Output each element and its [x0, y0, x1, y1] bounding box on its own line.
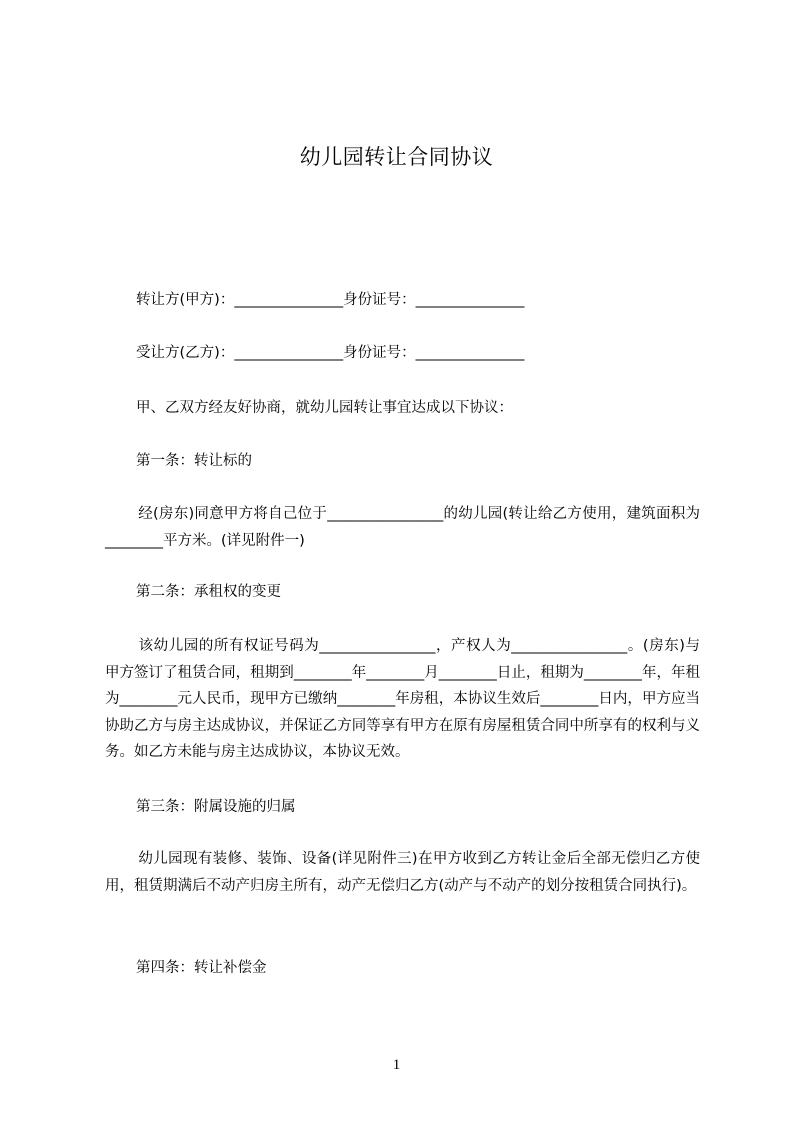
intro-text: 甲、乙双方经友好协商，就幼儿园转让事宜达成以下协议： — [136, 400, 513, 416]
article-3-heading: 第三条：附属设施的归属 — [136, 799, 296, 815]
article-2-text: 该幼儿园的所有权证号码为________________，产权人为________________。(房东)与甲方签订了租赁合同，租期到________年________月________日止，租期为________年，年租为________元人民币，现甲方已缴纳________年房租，本协议生效后________日内，甲方应当协助乙方与房主达成协议，并保证乙方同等享有甲方在原有房屋租赁合同中所享有的权利与义务。如乙方未能与房主达成协议，本协议无效。 — [105, 638, 700, 760]
article-1-text: 经(房东)同意甲方将自己位于________________的幼儿园(转让给乙方使用，建筑面积为________平方米。(详见附件一) — [105, 506, 700, 549]
article-3-body — [105, 846, 700, 899]
article-2-body — [105, 633, 700, 766]
article-1-body — [105, 501, 700, 554]
party-b-line: 受让方(乙方)：_______________身份证号：_______________ — [136, 345, 525, 361]
article-3-text: 幼儿园现有装修、装饰、设备(详见附件三)在甲方收到乙方转让金后全部无偿归乙方使用，租赁期满后不动产归房主所有，动产无偿归乙方(动产与不动产的划分按租赁合同执行)。 — [105, 851, 700, 894]
article-4-heading: 第四条：转让补偿金 — [136, 960, 267, 976]
party-a-line: 转让方(甲方)：_______________身份证号：_______________ — [136, 292, 525, 308]
article-1-heading: 第一条：转让标的 — [136, 453, 252, 469]
article-2-heading: 第二条：承租权的变更 — [136, 584, 281, 600]
page-number: 1 — [392, 1057, 401, 1073]
document-title: 幼儿园转让合同协议 — [299, 145, 494, 169]
